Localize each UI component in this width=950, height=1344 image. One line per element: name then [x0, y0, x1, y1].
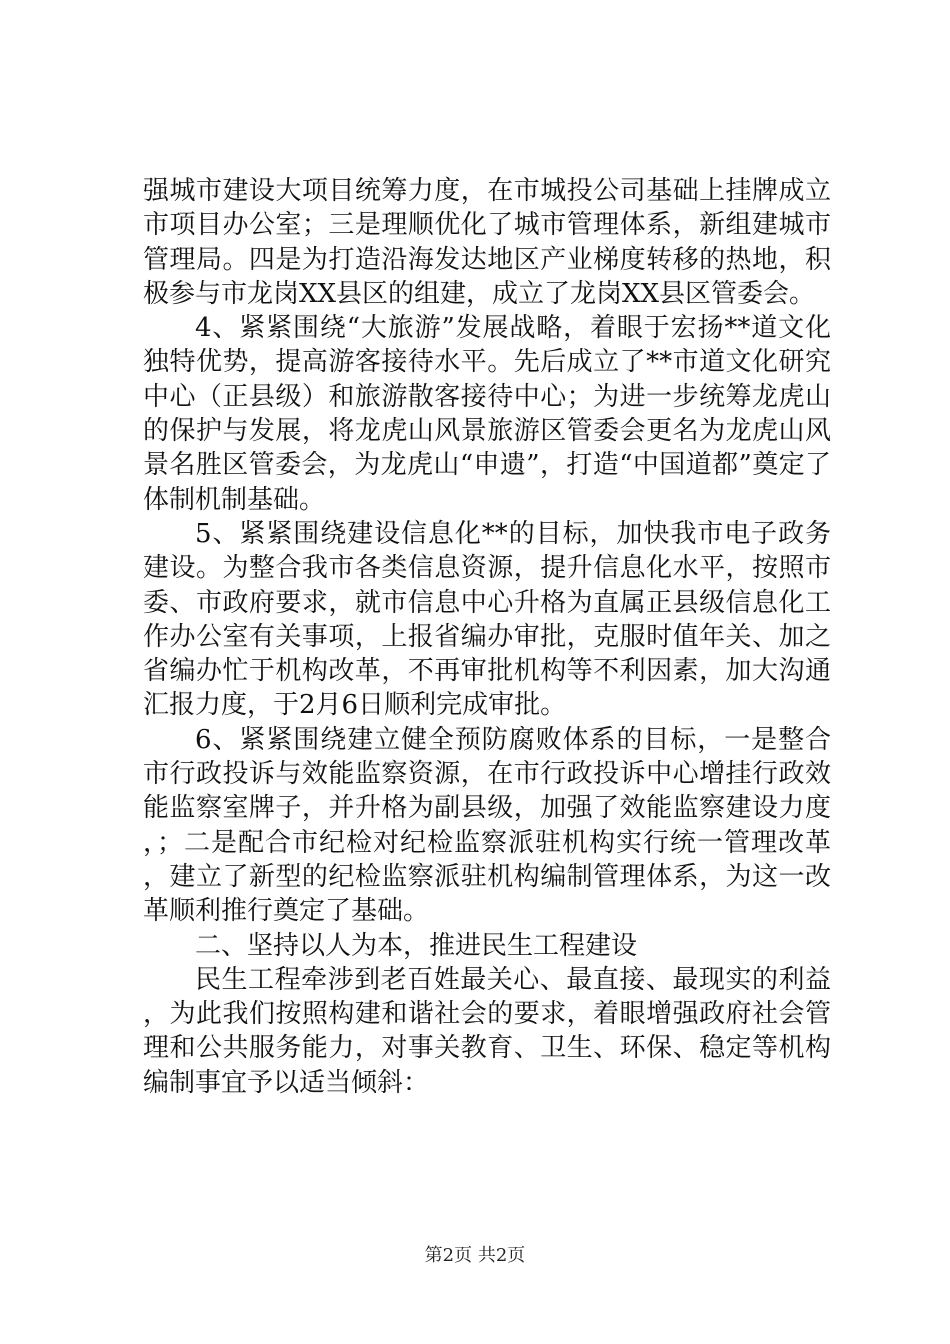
- paragraph-livelihood: 民生工程牵涉到老百姓最关心、最直接、最现实的利益，为此我们按照构建和谐社会的要求，着眼增强政府社会管理和公共服务能力，对事关教育、卫生、环保、稳定等机构编制事宜予以适当倾斜：: [143, 964, 831, 1098]
- paragraph-item-4: 4、紧紧围绕“大旅游”发展战略，着眼于宏扬**道文化独特优势，提高游客接待水平。先后成立了**市道文化研究中心（正县级）和旅游散客接待中心；为进一步统筹龙虎山的保护与发展，将龙虎山风景旅游区管委会更名为龙虎山风景名胜区管委会，为龙虎山“申遗”，打造“中国道都”奠定了体制机制基础。: [143, 313, 831, 515]
- paragraph-continuation: 强城市建设大项目统筹力度，在市城投公司基础上挂牌成立市项目办公室；三是理顺优化了城市管理体系，新组建城市管理局。四是为打造沿海发达地区产业梯度转移的热地，积极参与市龙岗XX县区的组建，成立了龙岗XX县区管委会。: [143, 176, 831, 309]
- paragraph-item-6: 6、紧紧围绕建立健全预防腐败体系的目标，一是整合市行政投诉与效能监察资源，在市行政投诉中心增挂行政效能监察室牌子，并升格为副县级，加强了效能监察建设力度，；二是配合市纪检对纪检监察派驻机构实行统一管理改革，建立了新型的纪检监察派驻机构编制管理体系，为这一改革顺利推行奠定了基础。: [143, 724, 831, 927]
- paragraph-item-5: 5、紧紧围绕建设信息化**的目标，加快我市电子政务建设。为整合我市各类信息资源，提升信息化水平，按照市委、市政府要求，就市信息中心升格为直属正县级信息化工作办公室有关事项，上报省编办审批，克服时值年关、加之省编办忙于机构改革，不再审批机构等不利因素，加大沟通汇报力度，于2月6日顺利完成审批。: [143, 518, 831, 721]
- page-footer: 第2页 共2页: [424, 1245, 526, 1266]
- body-text: [143, 174, 831, 1100]
- section-heading: 二、坚持以人为本，推进民生工程建设: [195, 930, 638, 961]
